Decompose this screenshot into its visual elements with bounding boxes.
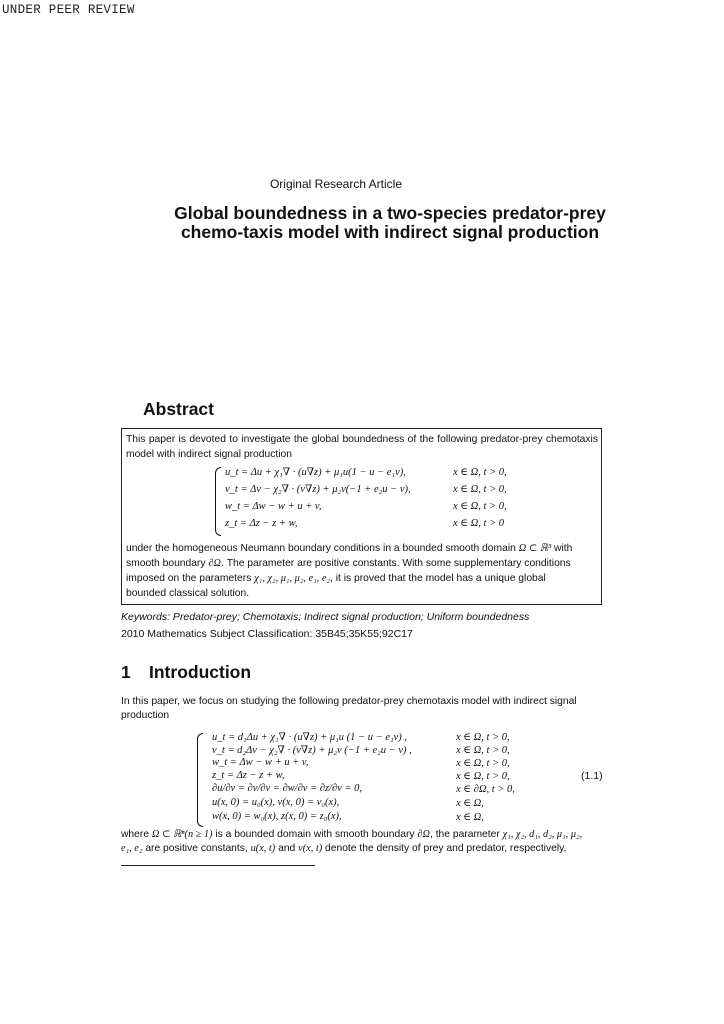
abstract-eq-2: v_t = Δv − χ₂∇ · (v∇z) + μ₂v(−1 + e₂u − v),	[225, 484, 411, 495]
model-cond-1: x ∈ Ω, t > 0,	[456, 732, 510, 743]
model-brace	[197, 733, 203, 827]
model-cond-5: x ∈ ∂Ω, t > 0,	[456, 784, 515, 795]
model-cond-3: x ∈ Ω, t > 0,	[456, 758, 510, 769]
msc-classification: 2010 Mathematics Subject Classification: 35B45;35K55;92C17	[121, 628, 413, 640]
abstract-intro: This paper is devoted to investigate the global boundedness of the following predator-prey chemotaxis model with indirect signal production	[126, 434, 598, 460]
abstract-box	[121, 428, 602, 605]
abstract-line-1: under the homogeneous Neumann boundary conditions in a bounded smooth domain Ω ⊂ ℝ³ with	[126, 543, 573, 554]
model-eq-1: u_t = d₁Δu + χ₁∇ · (u∇z) + μ₁u (1 − u − e₁v) ,	[212, 732, 408, 743]
abstract-system	[126, 462, 598, 541]
keywords: Keywords: Predator-prey; Chemotaxis; Indirect signal production; Uniform boundedness	[121, 611, 530, 623]
model-eq-6: u(x, 0) = u₀(x), v(x, 0) = v₀(x),	[212, 797, 340, 808]
section-heading	[121, 662, 251, 683]
abstract-eq-1: u_t = Δu + χ₁∇ · (u∇z) + μ₁u(1 − u − e₁v),	[225, 467, 406, 478]
model-system	[212, 731, 572, 831]
model-eq-4: z_t = Δz − z + w,	[212, 770, 285, 781]
model-cond-2: x ∈ Ω, t > 0,	[456, 745, 510, 756]
abstract-line-2: smooth boundary ∂Ω. The parameter are positive constants. With some supplementary conditions	[126, 558, 571, 569]
where-line-2: e₁, e₂ are positive constants, u(x, t) and v(x, t) denote the density of prey and predator, respectively,	[121, 843, 567, 854]
intro-paragraph: In this paper, we focus on studying the following predator-prey chemotaxis model with indirect signal production	[121, 696, 577, 721]
abstract-cond-2: x ∈ Ω, t > 0,	[453, 484, 507, 495]
footnote-rule	[121, 865, 315, 866]
review-watermark: UNDER PEER REVIEW	[2, 3, 135, 17]
section-number: 1	[121, 662, 131, 682]
abstract-line-3: imposed on the parameters χ₁, χ₂, μ₁, μ₂, e₁, e₂, it is proved that the model has a unique global	[126, 573, 546, 584]
abstract-heading: Abstract	[143, 399, 214, 419]
where-paragraph	[121, 828, 603, 856]
equation-number: (1.1)	[581, 770, 603, 782]
article-type: Original Research Article	[269, 177, 403, 191]
where-line-1: where Ω ⊂ ℝⁿ(n ≥ 1) is a bounded domain with smooth boundary ∂Ω, the parameter χ₁, χ₂, d₁, d₂, μ₁, μ₂,	[121, 829, 583, 840]
model-eq-2: v_t = d₂Δv − χ₂∇ · (v∇z) + μ₂v (−1 + e₂u − v) ,	[212, 745, 412, 756]
abstract-eq-4: z_t = Δz − z + w,	[225, 518, 298, 529]
model-cond-7: x ∈ Ω,	[456, 812, 484, 823]
abstract-cond-1: x ∈ Ω, t > 0,	[453, 467, 507, 478]
abstract-brace	[215, 467, 221, 536]
abstract-cond-3: x ∈ Ω, t > 0,	[453, 501, 507, 512]
paper-title: Global boundedness in a two-species predator-prey chemo-taxis model with indirect signal production	[174, 203, 606, 242]
abstract-cond-4: x ∈ Ω, t > 0	[453, 518, 505, 529]
section-title: Introduction	[149, 662, 252, 682]
abstract-eq-3: w_t = Δw − w + u + v,	[225, 501, 322, 512]
model-cond-6: x ∈ Ω,	[456, 798, 484, 809]
model-eq-3: w_t = Δw − w + u + v,	[212, 757, 309, 768]
model-cond-4: x ∈ Ω, t > 0,	[456, 771, 510, 782]
abstract-line-4: bounded classical solution.	[126, 588, 250, 599]
model-eq-7: w(x, 0) = w₀(x), z(x, 0) = z₀(x),	[212, 811, 342, 822]
model-eq-5: ∂u/∂ν = ∂v/∂ν = ∂w/∂ν = ∂z/∂ν = 0,	[212, 783, 363, 794]
